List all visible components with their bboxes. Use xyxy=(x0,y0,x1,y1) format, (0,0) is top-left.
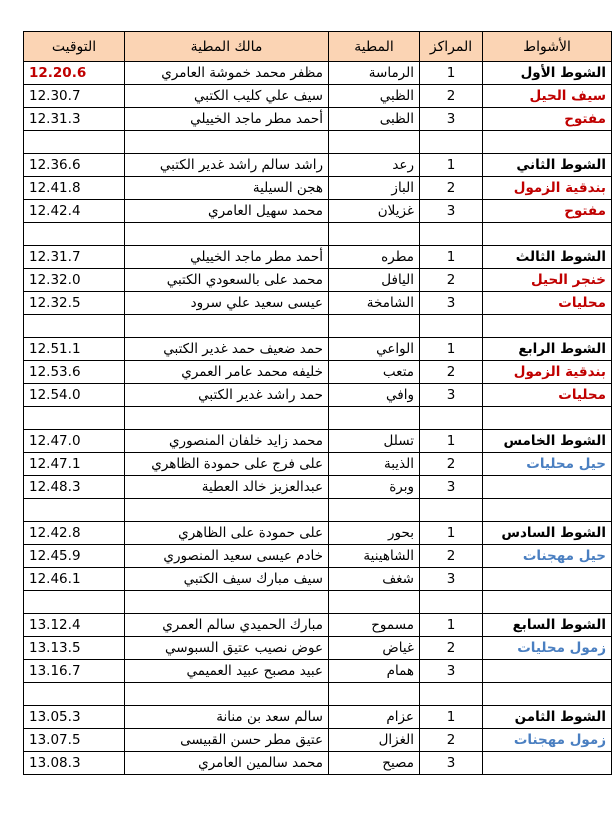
heat-category-cell: حيل محليات xyxy=(483,453,612,476)
time-cell: 12.46.1 xyxy=(24,568,125,591)
header-camel: المطية xyxy=(329,32,420,62)
empty-cell xyxy=(329,499,420,522)
table-row xyxy=(24,568,612,591)
empty-cell xyxy=(24,131,125,154)
empty-cell xyxy=(329,131,420,154)
empty-cell xyxy=(329,407,420,430)
owner-cell: محمد سهيل العامري xyxy=(125,200,329,223)
owner-cell: خليفه محمد عامر العمري xyxy=(125,361,329,384)
table-row xyxy=(24,108,612,131)
empty-cell xyxy=(483,499,612,522)
table-row xyxy=(24,246,612,269)
time-cell: 13.08.3 xyxy=(24,752,125,775)
empty-cell xyxy=(329,683,420,706)
place-cell: 3 xyxy=(420,660,483,683)
owner-cell: على حمودة على الظاهري xyxy=(125,522,329,545)
heat-name-cell: الشوط الرابع xyxy=(483,338,612,361)
camel-cell: غياض xyxy=(329,637,420,660)
empty-cell xyxy=(420,683,483,706)
table-row xyxy=(24,453,612,476)
empty-cell xyxy=(329,223,420,246)
spacer-row xyxy=(24,223,612,246)
empty-cell xyxy=(329,315,420,338)
time-cell: 12.47.1 xyxy=(24,453,125,476)
owner-cell: أحمد مطر ماجد الخييلي xyxy=(125,246,329,269)
place-cell: 3 xyxy=(420,476,483,499)
empty-cell xyxy=(483,407,612,430)
owner-cell: محمد زايد خلفان المنصوري xyxy=(125,430,329,453)
place-cell: 1 xyxy=(420,246,483,269)
time-cell: 12.31.3 xyxy=(24,108,125,131)
camel-cell: بحور xyxy=(329,522,420,545)
place-cell: 2 xyxy=(420,85,483,108)
time-cell: 12.53.6 xyxy=(24,361,125,384)
heat-name-cell: الشوط الثالث xyxy=(483,246,612,269)
heat-name-cell: الشوط الأول xyxy=(483,62,612,85)
table-row xyxy=(24,660,612,683)
place-cell: 1 xyxy=(420,430,483,453)
heat-type-cell xyxy=(483,568,612,591)
empty-cell xyxy=(420,499,483,522)
table-row xyxy=(24,200,612,223)
place-cell: 1 xyxy=(420,62,483,85)
time-cell: 12.41.8 xyxy=(24,177,125,200)
empty-cell xyxy=(125,683,329,706)
table-row xyxy=(24,62,612,85)
table-row xyxy=(24,269,612,292)
camel-cell: وافي xyxy=(329,384,420,407)
table-row xyxy=(24,522,612,545)
owner-cell: حمد راشد غدير الكتبي xyxy=(125,384,329,407)
empty-cell xyxy=(420,407,483,430)
empty-cell xyxy=(483,131,612,154)
heat-type-cell xyxy=(483,752,612,775)
empty-cell xyxy=(483,315,612,338)
empty-cell xyxy=(125,223,329,246)
time-cell: 13.13.5 xyxy=(24,637,125,660)
time-cell: 12.45.9 xyxy=(24,545,125,568)
empty-cell xyxy=(329,591,420,614)
camel-cell: رعد xyxy=(329,154,420,177)
spacer-row xyxy=(24,315,612,338)
heat-category-cell: زمول محليات xyxy=(483,637,612,660)
spacer-row xyxy=(24,683,612,706)
owner-cell: خادم عيسى سعيد المنصوري xyxy=(125,545,329,568)
place-cell: 3 xyxy=(420,384,483,407)
camel-cell: الشامخة xyxy=(329,292,420,315)
time-cell: 13.05.3 xyxy=(24,706,125,729)
camel-cell: متعب xyxy=(329,361,420,384)
place-cell: 2 xyxy=(420,545,483,568)
place-cell: 2 xyxy=(420,177,483,200)
time-cell: 12.51.1 xyxy=(24,338,125,361)
spacer-row xyxy=(24,591,612,614)
owner-cell: حمد ضعيف حمد غدير الكتبي xyxy=(125,338,329,361)
camel-cell: مصيح xyxy=(329,752,420,775)
place-cell: 1 xyxy=(420,706,483,729)
heat-category-cell: بندقية الزمول xyxy=(483,361,612,384)
heat-type-cell: مفتوح xyxy=(483,108,612,131)
camel-cell: الباز xyxy=(329,177,420,200)
spacer-row xyxy=(24,407,612,430)
camel-cell: الظبي xyxy=(329,85,420,108)
place-cell: 3 xyxy=(420,200,483,223)
owner-cell: هجن السيلية xyxy=(125,177,329,200)
owner-cell: عبيد مصبح عبيد العميمي xyxy=(125,660,329,683)
heat-type-cell: محليات xyxy=(483,292,612,315)
camel-cell: شغف xyxy=(329,568,420,591)
spacer-row xyxy=(24,131,612,154)
empty-cell xyxy=(420,131,483,154)
time-cell: 13.07.5 xyxy=(24,729,125,752)
heat-name-cell: الشوط الثاني xyxy=(483,154,612,177)
owner-cell: مظفر محمد خموشة العامري xyxy=(125,62,329,85)
heat-category-cell: سيف الحيل xyxy=(483,85,612,108)
owner-cell: على فرج على حمودة الظاهري xyxy=(125,453,329,476)
heat-name-cell: الشوط الخامس xyxy=(483,430,612,453)
place-cell: 1 xyxy=(420,154,483,177)
empty-cell xyxy=(420,223,483,246)
empty-cell xyxy=(483,683,612,706)
header-row xyxy=(24,32,612,62)
empty-cell xyxy=(125,591,329,614)
owner-cell: مبارك الحميدي سالم العمري xyxy=(125,614,329,637)
time-cell: 12.42.4 xyxy=(24,200,125,223)
camel-cell: مطره xyxy=(329,246,420,269)
heat-type-cell xyxy=(483,660,612,683)
camel-cell: همام xyxy=(329,660,420,683)
owner-cell: عوض نصيب عتيق السبوسي xyxy=(125,637,329,660)
camel-cell: الظبى xyxy=(329,108,420,131)
empty-cell xyxy=(125,499,329,522)
camel-cell: عزام xyxy=(329,706,420,729)
heat-name-cell: الشوط الثامن xyxy=(483,706,612,729)
camel-cell: وبرة xyxy=(329,476,420,499)
time-cell: 12.48.3 xyxy=(24,476,125,499)
heat-category-cell: حيل مهجنات xyxy=(483,545,612,568)
header-owner: مالك المطية xyxy=(125,32,329,62)
owner-cell: سيف علي كليب الكتبي xyxy=(125,85,329,108)
empty-cell xyxy=(420,315,483,338)
owner-cell: محمد على بالسعودي الكتبي xyxy=(125,269,329,292)
place-cell: 3 xyxy=(420,752,483,775)
camel-cell: الغزال xyxy=(329,729,420,752)
empty-cell xyxy=(24,683,125,706)
camel-cell: الرماسة xyxy=(329,62,420,85)
place-cell: 3 xyxy=(420,108,483,131)
time-cell: 12.30.7 xyxy=(24,85,125,108)
camel-cell: اليافل xyxy=(329,269,420,292)
owner-cell: راشد سالم راشد غدير الكتبي xyxy=(125,154,329,177)
table-row xyxy=(24,338,612,361)
camel-cell: مسموح xyxy=(329,614,420,637)
empty-cell xyxy=(125,407,329,430)
table-row xyxy=(24,177,612,200)
time-cell: 12.31.7 xyxy=(24,246,125,269)
header-heat: الأشواط xyxy=(483,32,612,62)
place-cell: 2 xyxy=(420,729,483,752)
table-row xyxy=(24,154,612,177)
time-cell: 13.16.7 xyxy=(24,660,125,683)
table-row xyxy=(24,384,612,407)
place-cell: 2 xyxy=(420,269,483,292)
empty-cell xyxy=(24,315,125,338)
time-cell: 12.47.0 xyxy=(24,430,125,453)
empty-cell xyxy=(24,591,125,614)
heat-category-cell: بندقية الزمول xyxy=(483,177,612,200)
owner-cell: عتيق مطر حسن القبيسى xyxy=(125,729,329,752)
table-row xyxy=(24,361,612,384)
empty-cell xyxy=(24,499,125,522)
camel-cell: الشاهينية xyxy=(329,545,420,568)
time-cell: 13.12.4 xyxy=(24,614,125,637)
empty-cell xyxy=(420,591,483,614)
camel-cell: غزيلان xyxy=(329,200,420,223)
owner-cell: سيف مبارك سيف الكتبي xyxy=(125,568,329,591)
heat-name-cell: الشوط السابع xyxy=(483,614,612,637)
place-cell: 2 xyxy=(420,453,483,476)
header-place: المراكز xyxy=(420,32,483,62)
table-row xyxy=(24,637,612,660)
owner-cell: سالم سعد بن منانة xyxy=(125,706,329,729)
table-row xyxy=(24,545,612,568)
place-cell: 3 xyxy=(420,568,483,591)
table-row xyxy=(24,430,612,453)
table-row xyxy=(24,614,612,637)
heat-type-cell xyxy=(483,476,612,499)
time-cell: 12.32.0 xyxy=(24,269,125,292)
owner-cell: عبدالعزيز خالد العطية xyxy=(125,476,329,499)
time-cell: 12.36.6 xyxy=(24,154,125,177)
empty-cell xyxy=(483,591,612,614)
owner-cell: محمد سالمين العامري xyxy=(125,752,329,775)
results-body xyxy=(24,62,612,775)
header-time: التوقيت xyxy=(24,32,125,62)
camel-cell: الذيبة xyxy=(329,453,420,476)
time-cell: 12.42.8 xyxy=(24,522,125,545)
place-cell: 1 xyxy=(420,522,483,545)
place-cell: 2 xyxy=(420,361,483,384)
empty-cell xyxy=(125,315,329,338)
owner-cell: أحمد مطر ماجد الخييلي xyxy=(125,108,329,131)
owner-cell: عيسى سعيد علي سرود xyxy=(125,292,329,315)
table-row xyxy=(24,476,612,499)
heat-category-cell: خنجر الحيل xyxy=(483,269,612,292)
place-cell: 2 xyxy=(420,637,483,660)
table-row xyxy=(24,292,612,315)
empty-cell xyxy=(483,223,612,246)
place-cell: 1 xyxy=(420,614,483,637)
camel-cell: تسلل xyxy=(329,430,420,453)
heat-type-cell: مفتوح xyxy=(483,200,612,223)
place-cell: 3 xyxy=(420,292,483,315)
place-cell: 1 xyxy=(420,338,483,361)
table-row xyxy=(24,85,612,108)
spacer-row xyxy=(24,499,612,522)
heat-name-cell: الشوط السادس xyxy=(483,522,612,545)
table-row xyxy=(24,752,612,775)
time-cell: 12.20.6 xyxy=(24,62,125,85)
heat-category-cell: زمول مهجنات xyxy=(483,729,612,752)
empty-cell xyxy=(24,407,125,430)
table-row xyxy=(24,729,612,752)
empty-cell xyxy=(125,131,329,154)
table-row xyxy=(24,706,612,729)
camel-cell: الواعي xyxy=(329,338,420,361)
time-cell: 12.32.5 xyxy=(24,292,125,315)
results-table xyxy=(23,31,612,775)
heat-type-cell: محليات xyxy=(483,384,612,407)
time-cell: 12.54.0 xyxy=(24,384,125,407)
empty-cell xyxy=(24,223,125,246)
